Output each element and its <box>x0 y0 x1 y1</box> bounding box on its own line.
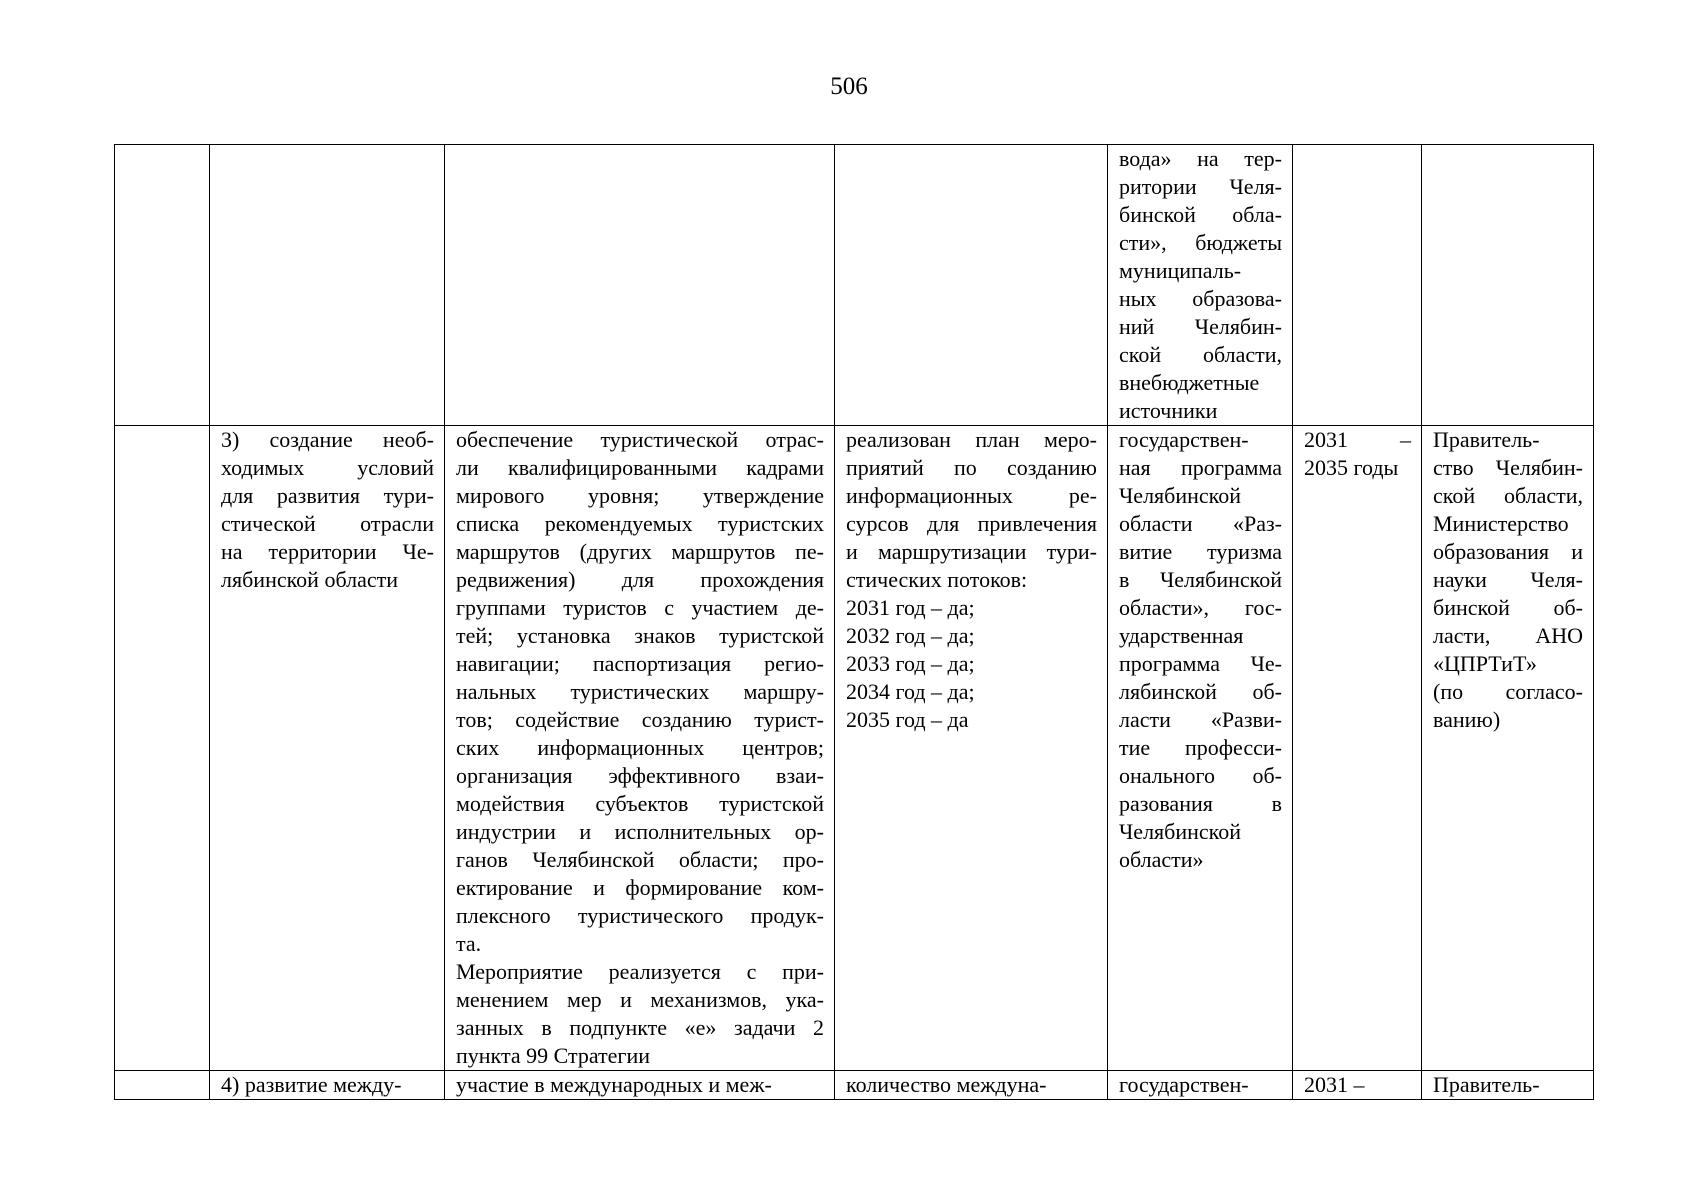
cell-text-line: 2035 годы <box>1304 455 1399 480</box>
cell-text-line: онального об- <box>1119 763 1282 788</box>
cell-text-line: на территории Че- <box>221 539 434 564</box>
cell-text-line: количество междуна- <box>846 1072 1047 1097</box>
cell-text-line: разования в <box>1119 791 1282 816</box>
cell-text-line: области» <box>1119 847 1204 872</box>
cell-text-line: редвижения) для прохождения <box>456 567 824 592</box>
cell-text-line: обеспечение туристической отрас- <box>456 427 824 452</box>
cell-text-line: ли квалифицированными кадрами <box>456 455 824 480</box>
table-cell-col4 <box>835 426 1108 1071</box>
cell-text-line: источники <box>1119 398 1218 423</box>
cell-text-line: Правитель- <box>1433 427 1540 452</box>
cell-text-line: бинской обла- <box>1119 202 1282 227</box>
cell-text-line: внебюджетные <box>1119 370 1260 395</box>
cell-text-line: ектирование и формирование ком- <box>456 875 824 900</box>
cell-text-line: лябинской об- <box>1119 679 1282 704</box>
cell-text-line: государствен- <box>1119 1072 1249 1097</box>
cell-text-line: 4) развитие между- <box>221 1072 402 1097</box>
cell-text-line: ритории Челя- <box>1119 174 1282 199</box>
cell-text-line: ний Челябин- <box>1119 314 1282 339</box>
table-cell-col1 <box>115 1071 210 1100</box>
cell-text-line: информационных ре- <box>846 483 1097 508</box>
table-cell-col1 <box>115 145 210 426</box>
cell-text-line: 2031 – <box>1304 1072 1365 1097</box>
table-cell-col6 <box>1293 426 1422 1071</box>
cell-text-line: списка рекомендуемых туристских <box>456 511 824 536</box>
cell-text-line: Мероприятие реализуется с при- <box>456 959 824 984</box>
table-cell-col2 <box>210 426 445 1071</box>
table-cell-col3 <box>445 1071 835 1100</box>
cell-text-line: модействия субъектов туристской <box>456 791 824 816</box>
table-cell-col2 <box>210 145 445 426</box>
cell-text-line: менением мер и механизмов, ука- <box>456 987 824 1012</box>
table-cell-col3 <box>445 145 835 426</box>
cell-text-line: лябинской области <box>221 567 398 592</box>
cell-text-line: «ЦПРТиТ» <box>1433 651 1537 676</box>
cell-text-line: ванию) <box>1433 707 1501 732</box>
cell-text-line: сурсов для привлечения <box>846 511 1097 536</box>
cell-text-line: тие професси- <box>1119 735 1282 760</box>
cell-text-line: ударственная <box>1119 623 1244 648</box>
cell-text-line: области», гос- <box>1119 595 1282 620</box>
cell-text-line: для развития тури- <box>221 483 434 508</box>
cell-text-line: индустрии и исполнительных ор- <box>456 819 824 844</box>
cell-text-line: маршрутов (других маршрутов пе- <box>456 539 824 564</box>
cell-text-line: пункта 99 Стратегии <box>456 1043 651 1068</box>
cell-text-line: ходимых условий <box>221 455 434 480</box>
cell-text-line: 3) создание необ- <box>221 427 434 452</box>
table-cell-col4 <box>835 145 1108 426</box>
cell-text-line: (по согласо- <box>1433 679 1583 704</box>
cell-text-line: в Челябинской <box>1119 567 1282 592</box>
cell-text-line: 2034 год – да; <box>846 679 975 704</box>
table-cell-col2 <box>210 1071 445 1100</box>
cell-text-line: образования и <box>1433 539 1583 564</box>
table-cell-col1 <box>115 426 210 1071</box>
cell-text-line: ных образова- <box>1119 286 1282 311</box>
cell-text-line: ской области, <box>1433 483 1583 508</box>
cell-text-line: ство Челябин- <box>1433 455 1583 480</box>
table-cell-col6 <box>1293 145 1422 426</box>
table-cell-col5 <box>1108 145 1293 426</box>
cell-text-line: Челябинской <box>1119 819 1242 844</box>
page-number: 506 <box>830 73 868 100</box>
cell-text-line: и маршрутизации тури- <box>846 539 1097 564</box>
cell-text-line: 2031 – <box>1304 427 1411 452</box>
cell-text-line: нальных туристических маршру- <box>456 679 824 704</box>
table-row <box>115 1071 1594 1100</box>
measures-table <box>114 144 1594 1100</box>
table-cell-col7 <box>1422 426 1594 1071</box>
table-cell-col3 <box>445 426 835 1071</box>
cell-text-line: муниципаль- <box>1119 258 1242 283</box>
cell-text-line: 2032 год – да; <box>846 623 975 648</box>
cell-text-line: программа Че- <box>1119 651 1282 676</box>
table-row <box>115 426 1594 1071</box>
cell-text-line: та. <box>456 931 482 956</box>
cell-text-line: ганов Челябинской области; про- <box>456 847 824 872</box>
cell-text-line: стической отрасли <box>221 511 434 536</box>
table-cell-col4 <box>835 1071 1108 1100</box>
cell-text-line: 2033 год – да; <box>846 651 975 676</box>
cell-text-line: витие туризма <box>1119 539 1282 564</box>
cell-text-line: области «Раз- <box>1119 511 1282 536</box>
table-cell-col7 <box>1422 145 1594 426</box>
cell-text-line: занных в подпункте «е» задачи 2 <box>456 1015 824 1040</box>
table-row <box>115 145 1594 426</box>
cell-text-line: тей; установка знаков туристской <box>456 623 824 648</box>
table-cell-col5 <box>1108 1071 1293 1100</box>
cell-text-line: приятий по созданию <box>846 455 1097 480</box>
cell-text-line: 2035 год – да <box>846 707 969 732</box>
cell-text-line: ласти, АНО <box>1433 623 1583 648</box>
cell-text-line: реализован план меро- <box>846 427 1097 452</box>
cell-text-line: ских информационных центров; <box>456 735 824 760</box>
cell-text-line: мирового уровня; утверждение <box>456 483 824 508</box>
cell-text-line: 2031 год – да; <box>846 595 975 620</box>
cell-text-line: стических потоков: <box>846 567 1028 592</box>
cell-text-line: науки Челя- <box>1433 567 1583 592</box>
cell-text-line: государствен- <box>1119 427 1249 452</box>
cell-text-line: Челябинской <box>1119 483 1242 508</box>
cell-text-line: ласти «Разви- <box>1119 707 1282 732</box>
table-cell-col5 <box>1108 426 1293 1071</box>
cell-text-line: вода» на тер- <box>1119 146 1282 171</box>
cell-text-line: бинской об- <box>1433 595 1583 620</box>
table-cell-col7 <box>1422 1071 1594 1100</box>
cell-text-line: ная программа <box>1119 455 1282 480</box>
cell-text-line: плексного туристического продук- <box>456 903 824 928</box>
cell-text-line: навигации; паспортизация регио- <box>456 651 824 676</box>
cell-text-line: тов; содействие созданию турист- <box>456 707 824 732</box>
cell-text-line: организация эффективного взаи- <box>456 763 824 788</box>
cell-text-line: сти», бюджеты <box>1119 230 1282 255</box>
cell-text-line: Правитель- <box>1433 1072 1540 1097</box>
cell-text-line: группами туристов с участием де- <box>456 595 824 620</box>
cell-text-line: Министерство <box>1433 511 1569 536</box>
table-cell-col6 <box>1293 1071 1422 1100</box>
cell-text-line: участие в международных и меж- <box>456 1072 772 1097</box>
cell-text-line: ской области, <box>1119 342 1282 367</box>
